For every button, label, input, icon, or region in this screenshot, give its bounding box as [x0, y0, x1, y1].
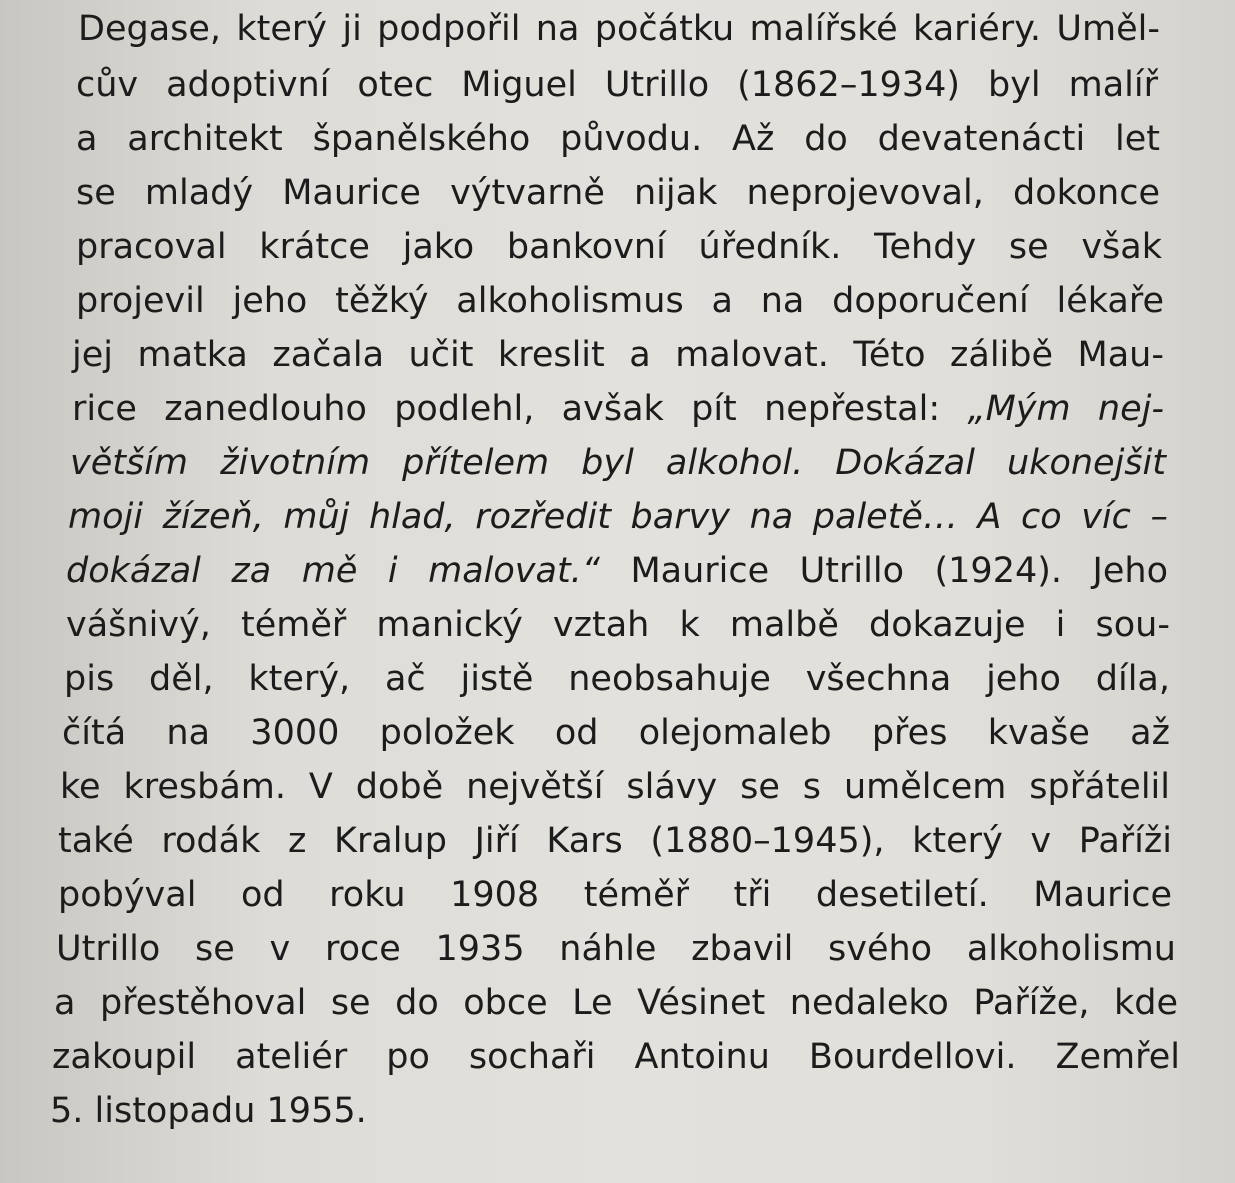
text-line-8-regular: rice zanedlouho podlehl, avšak pít nepřestal:	[72, 389, 941, 429]
text-line-18: pobýval od roku 1908 téměř tři desetiletí. Maurice	[58, 875, 1172, 915]
text-line-19: Utrillo se v roce 1935 náhle zbavil svého alkoholismu	[56, 929, 1176, 969]
quote-attribution: Maurice Utrillo (1924). Jeho	[630, 551, 1168, 591]
text-line-12	[66, 544, 1168, 598]
quote-line-1: větším životním přítelem byl alkohol. Dokázal ukonejšit	[70, 443, 1166, 483]
quote-line-2: moji žízeň, můj hlad, rozředit barvy na paletě… A co víc –	[68, 497, 1168, 537]
text-line-2: cův adoptivní otec Miguel Utrillo (1862–1934) byl malíř	[76, 65, 1158, 105]
text-line-8	[72, 382, 1164, 436]
text-line-15: čítá na 3000 položek od olejomaleb přes kvaše až	[62, 713, 1170, 753]
text-line-4: se mladý Maurice výtvarně nijak neprojevoval, dokonce	[76, 173, 1160, 213]
text-line-7: jej matka začala učit kreslit a malovat. Této zálibě Mau-	[72, 335, 1164, 375]
text-line-21: zakoupil ateliér po sochaři Antoinu Bourdellovi. Zemřel	[52, 1037, 1180, 1077]
text-line-16: ke kresbám. V době největší slávy se s umělcem spřátelil	[60, 767, 1170, 807]
text-line-20: a přestěhoval se do obce Le Vésinet nedaleko Paříže, kde	[54, 983, 1178, 1023]
text-line-14: pis děl, který, ač jistě neobsahuje všechna jeho díla,	[64, 659, 1170, 699]
text-line-22: 5. listopadu 1955.	[50, 1091, 367, 1131]
text-line-13: vášnivý, téměř manický vztah k malbě dokazuje i sou-	[66, 605, 1170, 645]
quote-end: dokázal za mě i malovat.“	[66, 551, 600, 591]
text-line-3: a architekt španělského původu. Až do devatenácti let	[76, 119, 1160, 159]
text-line-6: projevil jeho těžký alkoholismus a na doporučení lékaře	[76, 281, 1164, 321]
quote-start: „Mým nej-	[967, 389, 1164, 429]
text-line-17: také rodák z Kralup Jiří Kars (1880–1945), který v Paříži	[58, 821, 1172, 861]
text-line-1: Degase, který ji podpořil na počátku malířské kariéry. Uměl-	[78, 9, 1160, 49]
text-line-5: pracoval krátce jako bankovní úředník. Tehdy se však	[76, 227, 1162, 267]
